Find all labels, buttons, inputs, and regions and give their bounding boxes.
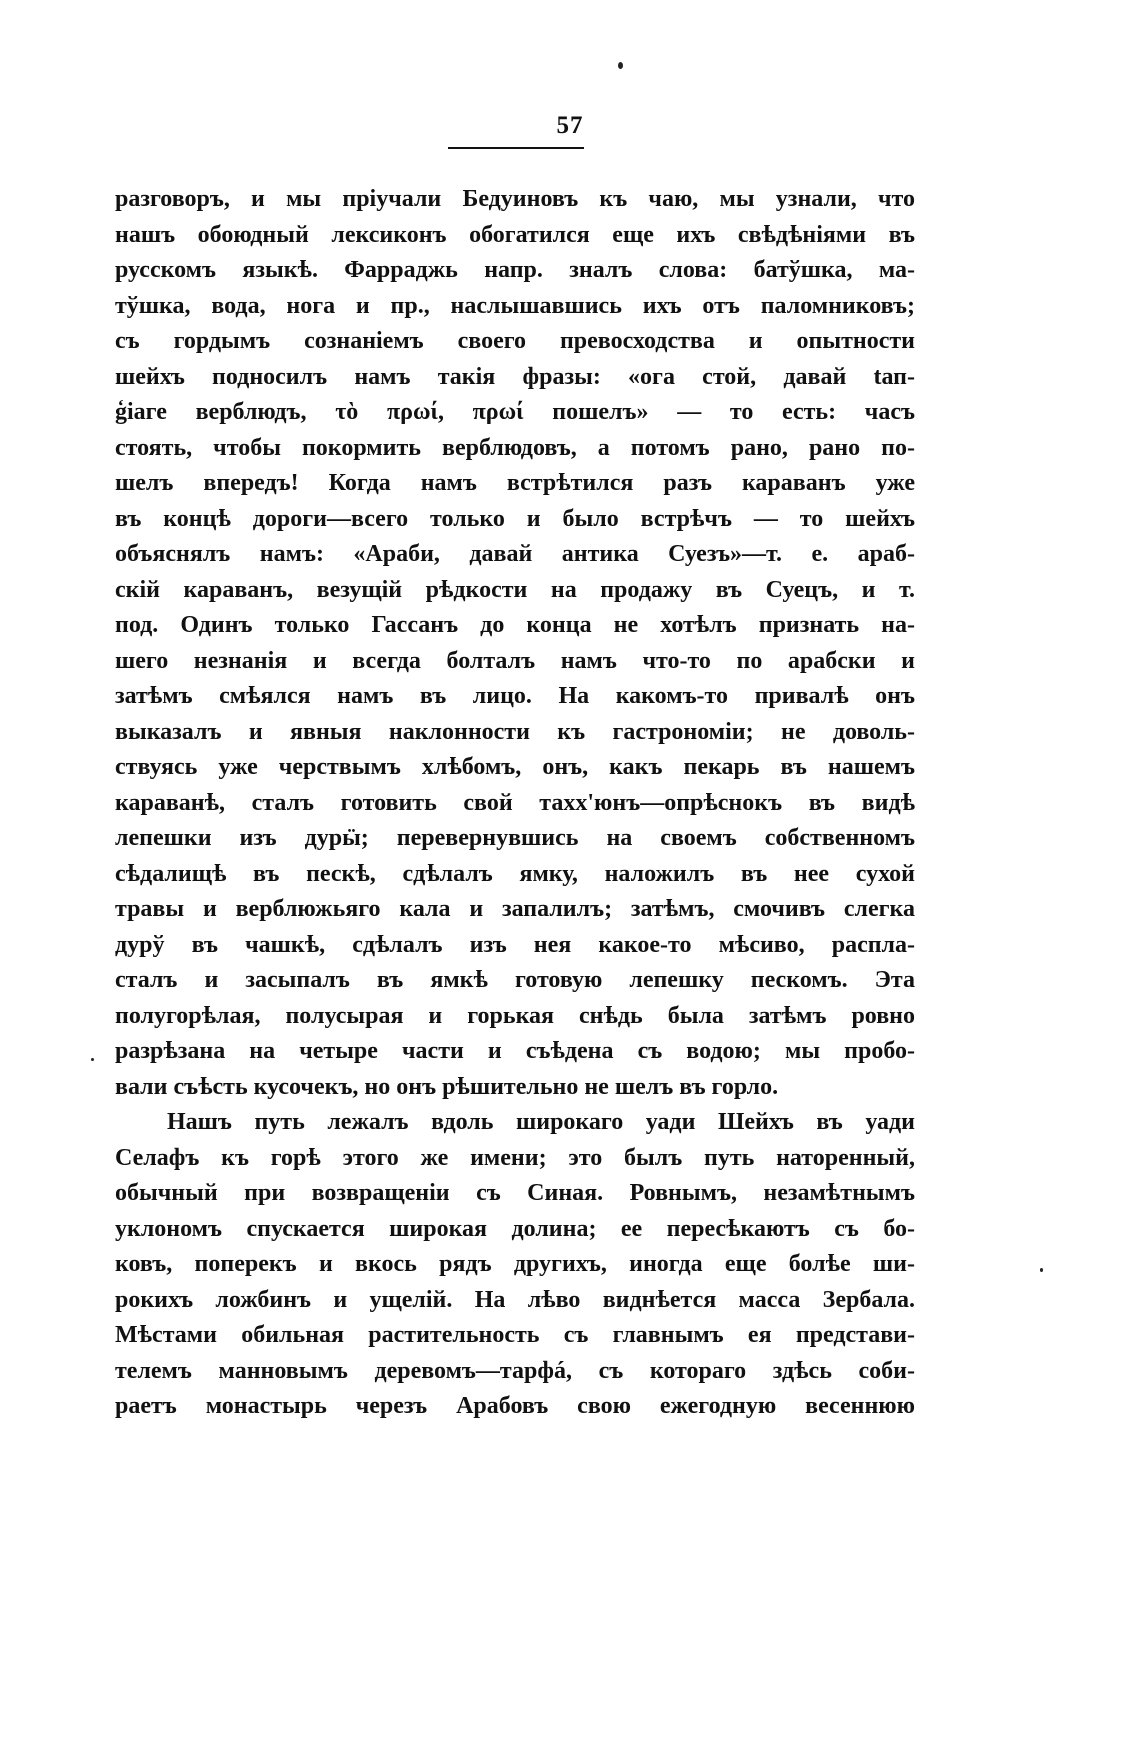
text-line: скій караванъ, везущій рѣдкости на продажу въ Суецъ, и т. (115, 576, 915, 603)
text-line: выказалъ и явныя наклонности къ гастрономіи; не доволь- (115, 718, 915, 745)
text-line: ковъ, поперекъ и вкось рядъ другихъ, иногда еще болѣе ши- (115, 1251, 915, 1277)
text-line: лепешки изъ дурӹ; перевернувшись на своемъ собственномъ (115, 825, 915, 851)
paragraph-2 (115, 1105, 915, 1425)
text-line: Селафъ къ горѣ этого же имени; это былъ путь натоpенный, (115, 1144, 915, 1171)
ink-speck (618, 62, 623, 69)
text-line: ģiаге верблюдъ, τὸ πρωί, πρωί пошелъ» — то есть: часъ (115, 399, 915, 425)
text-line: ствуясь уже черствымъ хлѣбомъ, онъ, какъ пекарь въ нашемъ (115, 754, 915, 780)
text-line: въ концѣ дороги—всего только и было встрѣчъ — то шейхъ (115, 505, 915, 532)
text-line: шелъ впередъ! Когда намъ встрѣтился разъ караванъ уже (115, 470, 915, 496)
text-line: разговоръ, и мы пріучали Бедуиновъ къ чаю, мы узнали, что (115, 186, 915, 212)
body-text (115, 182, 915, 1425)
text-line: под. Одинъ только Гассанъ до конца не хотѣлъ признать на- (115, 612, 915, 638)
text-line: съ гордымъ сознаніемъ своего превосходства и опытности (115, 328, 915, 354)
text-line: сѣдалищѣ въ пескѣ, сдѣлалъ ямку, наложилъ въ нее сухой (115, 860, 915, 887)
text-line: полугорѣлая, полусырая и горькая снѣдь была затѣмъ ровно (115, 1002, 915, 1029)
text-line: Нашъ путь лежалъ вдоль широкаго уади Шейхъ въ уади (167, 1109, 915, 1135)
text-line: вали съѣсть кусочекъ, но онъ рѣшительно не шелъ въ горло. (115, 1073, 779, 1100)
text-line: телемъ манновымъ деревомъ—тарфá, съ котораго здѣсь соби- (115, 1357, 915, 1384)
text-line: шего незнанія и всегда болталъ намъ что-то по арабски и (115, 647, 915, 674)
text-line: нашъ обоюдный лексиконъ обогатился еще ихъ свѣдѣніями въ (115, 221, 915, 248)
text-line: шейхъ подносилъ намъ такія фразы: «ога стой, давай tап- (115, 363, 915, 390)
text-line: раетъ монастырь черезъ Арабовъ свою ежегодную весеннюю (115, 1393, 915, 1419)
ink-speck (91, 1058, 94, 1061)
text-line: объяснялъ намъ: «Араби, давай антика Суезъ»—т. е. араб- (115, 541, 915, 567)
text-line: сталъ и засыпалъ въ ямкѣ готовую лепешку пескомъ. Эта (115, 967, 915, 993)
text-line: разрѣзана на четыре части и съѣдена съ водою; мы пробо- (115, 1038, 915, 1064)
text-line: уклономъ спускается широкая долина; ее пересѣкаютъ съ бо- (115, 1215, 915, 1242)
page-number: 57 (556, 112, 584, 139)
text-line: затѣмъ смѣялся намъ въ лицо. На какомъ-то привалѣ онъ (115, 683, 915, 709)
text-line: караванѣ, сталъ готовить свой тахх'юнъ—опрѣснокъ въ видѣ (115, 789, 915, 816)
text-line: рокихъ ложбинъ и ущелій. На лѣво виднѣется масса Зербала. (115, 1286, 915, 1313)
text-line: стоять, чтобы покормить верблюдовъ, а потомъ рано, рано по- (115, 434, 915, 461)
text-line: травы и верблюжьяго кала и запалилъ; затѣмъ, смочивъ слегка (115, 896, 915, 922)
text-line: обычный при возвращеніи съ Синая. Ровнымъ, незамѣтнымъ (115, 1180, 915, 1206)
text-line: русскомъ языкѣ. Фарраджь напр. зналъ слова: батўшка, ма- (115, 257, 915, 283)
text-line: тўшка, вода, нога и пр., наслышавшись ихъ отъ паломниковъ; (115, 292, 915, 319)
text-line: Мѣстами обильная растительность съ главнымъ ея представи- (115, 1322, 915, 1348)
ink-speck (1040, 1268, 1043, 1272)
paragraph-1 (115, 182, 915, 1105)
page-number-rule (448, 147, 584, 149)
text-line: дурў въ чашкѣ, сдѣлалъ изъ нея какое-то мѣсиво, распла- (115, 931, 915, 958)
